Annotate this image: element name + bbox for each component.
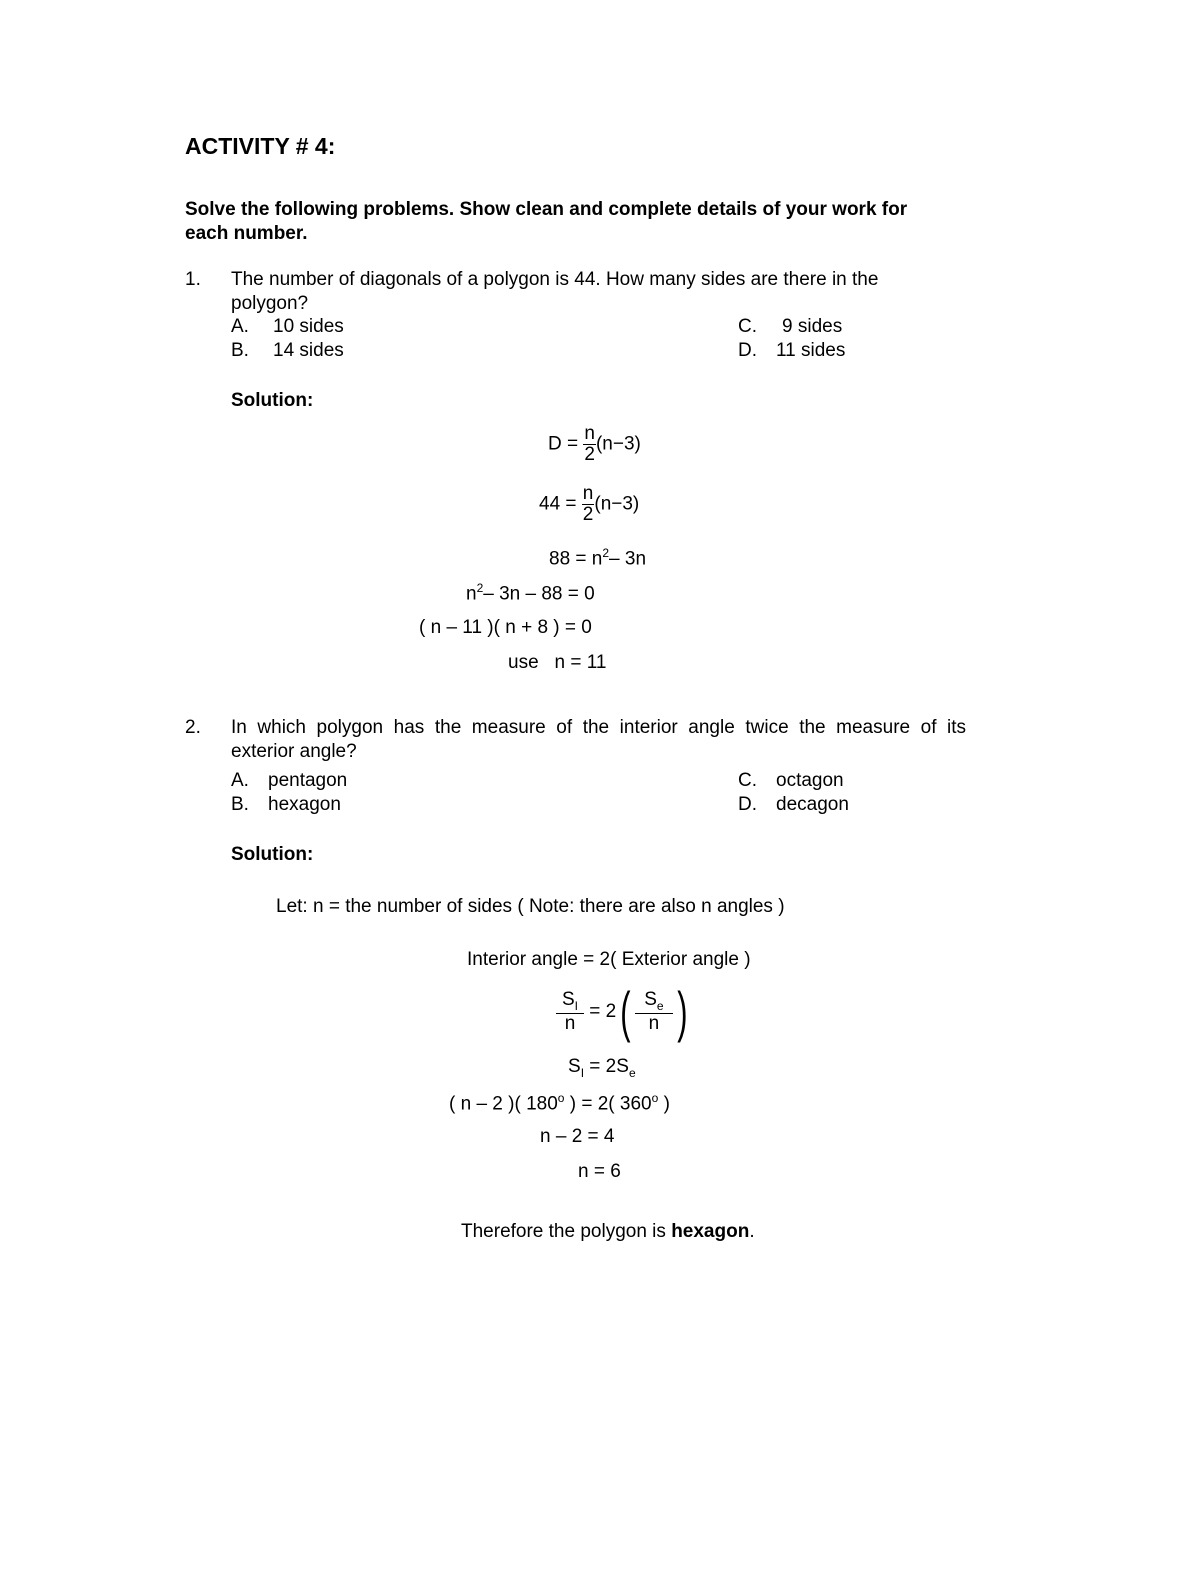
q2-step-2 — [556, 980, 692, 1054]
q1-step-6: use n = 11 — [508, 652, 607, 673]
q1-choice-c-text: 9 sides — [782, 316, 843, 337]
q2-choice-d-letter: D. — [738, 794, 757, 815]
q1-step-3-a: 88 = n — [549, 548, 603, 570]
q2-text-line-1: In which polygon has the measure of the interior angle twice the measure of its — [231, 717, 967, 738]
q2-step-2-sub-i: I — [574, 999, 579, 1014]
q2-choice-b-letter: B. — [231, 794, 249, 815]
q2-step-3-b: = 2S — [584, 1056, 629, 1077]
q2-choice-c-letter: C. — [738, 770, 757, 791]
q2-step-4-degree-2: o — [651, 1091, 659, 1105]
q2-choice-c-text: octagon — [776, 770, 844, 791]
q2-choice-d-text: decagon — [776, 794, 849, 815]
q2-step-3-sub-2: e — [628, 1065, 636, 1080]
q1-choice-b-letter: B. — [231, 340, 249, 361]
q2-number: 2. — [185, 717, 201, 738]
q1-step-4 — [466, 581, 595, 605]
q1-choice-b-text: 14 sides — [273, 340, 344, 361]
q1-choice-d-letter: D. — [738, 340, 757, 361]
q2-step-3 — [568, 1056, 636, 1080]
right-paren-glyph: ) — [677, 980, 688, 1043]
q1-number: 1. — [185, 269, 201, 290]
q1-solution-label: Solution: — [231, 390, 314, 411]
q2-step-6: n = 6 — [578, 1161, 621, 1182]
q2-text-line-2: exterior angle? — [231, 741, 357, 762]
q2-step-1: Interior angle = 2( Exterior angle ) — [467, 949, 751, 970]
instructions-line-2: each number. — [185, 223, 308, 244]
q2-step-2-left-fraction — [556, 990, 584, 1033]
q1-choice-d-text: 11 sides — [776, 340, 846, 361]
q1-text-line-1: The number of diagonals of a polygon is 44. How many sides are there in the — [231, 269, 879, 290]
q2-choice-a-text: pentagon — [268, 770, 348, 791]
q1-step-2-fraction — [582, 484, 595, 525]
q2-step-2-s-i: S — [561, 989, 575, 1011]
q1-text-line-2: polygon? — [231, 293, 309, 314]
instructions-line-1: Solve the following problems. Show clean and complete details of your work for — [185, 199, 908, 220]
q2-conclusion-text: Therefore the polygon is — [461, 1221, 672, 1242]
page-title: ACTIVITY # 4: — [185, 133, 336, 159]
q2-step-4 — [449, 1091, 670, 1115]
q1-step-5: ( n – 11 )( n + 8 ) = 0 — [419, 617, 592, 638]
q2-conclusion-answer: hexagon — [671, 1221, 750, 1242]
q2-step-4-b: ) = 2( 360 — [564, 1093, 652, 1115]
q1-step-1-right: (n−3) — [595, 433, 641, 455]
q2-step-2-equals-2: = 2 — [589, 1001, 617, 1022]
q1-step-1-left: D = — [548, 433, 579, 455]
q1-step-3 — [549, 546, 646, 570]
q2-let-line: Let: n = the number of sides ( Note: there are also n angles ) — [276, 896, 785, 917]
q2-step-3-a: S — [568, 1056, 581, 1077]
q1-step-4-a: n — [466, 583, 477, 605]
q1-step-1-fraction — [583, 424, 596, 465]
q1-step-2-denominator: 2 — [582, 503, 594, 525]
q1-step-1-denominator: 2 — [584, 443, 595, 465]
q1-step-3-b: – 3n — [609, 548, 647, 570]
q1-step-4-b: – 3n – 88 = 0 — [483, 583, 595, 605]
q2-choice-a-letter: A. — [231, 770, 249, 791]
q1-step-2-left: 44 = — [539, 493, 577, 515]
q2-step-4-a: ( n – 2 )( 180 — [449, 1093, 558, 1115]
q2-step-3-sub-1: I — [580, 1065, 585, 1080]
q1-choice-c-letter: C. — [738, 316, 757, 337]
q2-step-2-s-e: S — [644, 989, 657, 1011]
q1-step-4-exponent: 2 — [476, 581, 484, 595]
q1-step-3-exponent: 2 — [602, 546, 610, 560]
q2-step-2-right-numerator — [635, 990, 673, 1012]
q1-choice-a-letter: A. — [231, 316, 249, 337]
q2-step-2-right-denominator: n — [635, 1013, 673, 1034]
q1-choice-a-text: 10 sides — [273, 316, 344, 337]
q2-step-4-c: ) — [658, 1093, 670, 1115]
q2-step-2-left-numerator — [556, 990, 584, 1012]
q1-step-2 — [539, 484, 639, 525]
q1-step-1-numerator: n — [584, 423, 595, 444]
q2-conclusion-period: . — [749, 1221, 755, 1242]
q2-choice-b-text: hexagon — [268, 794, 341, 815]
q1-step-2-right: (n−3) — [594, 493, 640, 515]
q2-step-5: n – 2 = 4 — [540, 1126, 615, 1147]
q2-conclusion — [461, 1221, 755, 1243]
q2-step-4-degree-1: o — [557, 1091, 565, 1105]
left-paren-glyph: ( — [620, 980, 631, 1043]
q2-step-2-left-denominator: n — [556, 1013, 584, 1034]
q2-solution-label: Solution: — [231, 844, 314, 865]
q1-step-2-numerator: n — [582, 483, 594, 504]
q1-step-1 — [548, 424, 641, 465]
q2-step-2-sub-e: e — [656, 999, 664, 1014]
q2-step-2-right-fraction — [635, 990, 673, 1033]
